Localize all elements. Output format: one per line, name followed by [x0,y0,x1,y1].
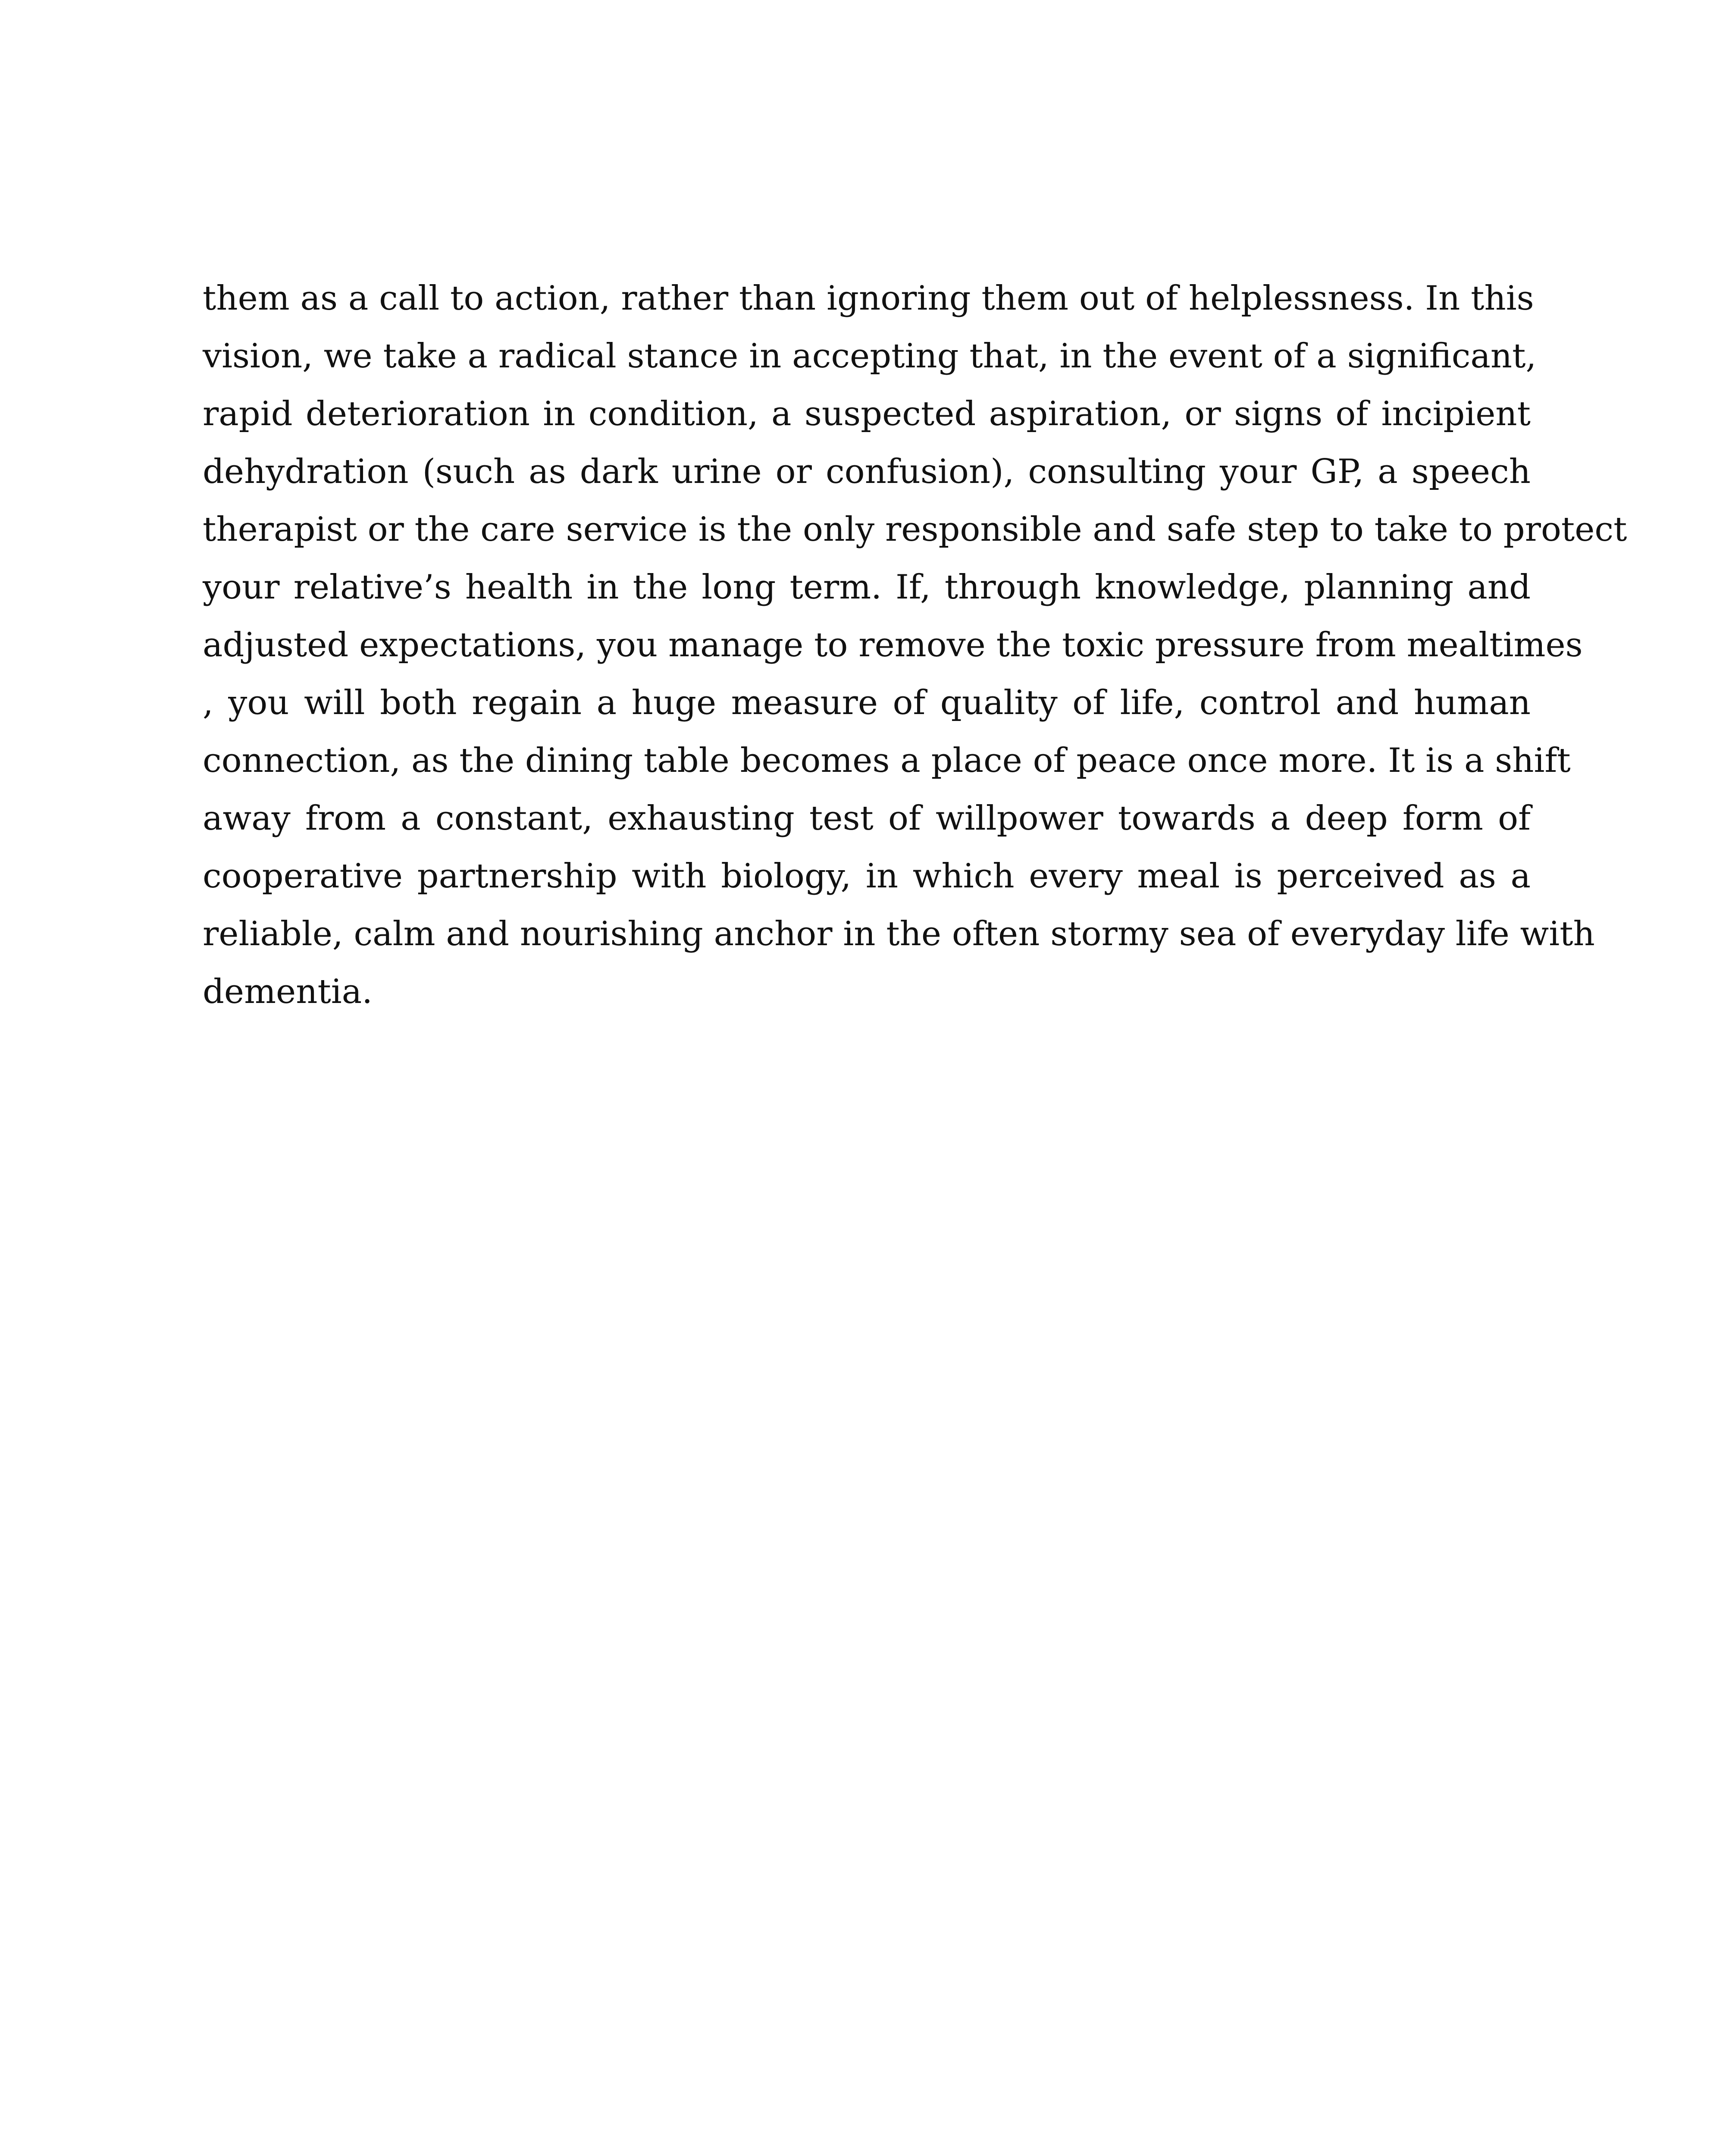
paragraph-line: therapist or the care service is the only responsible and safe step to take to protect [203,510,1627,549]
paragraph-line: rapid deterioration in condition, a suspected aspiration, or signs of incipient [203,395,1531,433]
paragraph-line: reliable, calm and nourishing anchor in the often stormy sea of everyday life with [203,915,1595,953]
paragraph-line: vision, we take a radical stance in accepting that, in the event of a significant, [203,337,1537,376]
paragraph-line: your relative’s health in the long term. If, through knowledge, planning and [203,568,1531,607]
paragraph-line: connection, as the dining table becomes a place of peace once more. It is a shift [203,741,1571,780]
paragraph-line: away from a constant, exhausting test of willpower towards a deep form of [203,799,1531,838]
paragraph-line: them as a call to action, rather than ignoring them out of helplessness. In this [203,279,1534,318]
paragraph-line: cooperative partnership with biology, in which every meal is perceived as a [203,857,1531,896]
paragraph-line: dehydration (such as dark urine or confusion), consulting your GP, a speech [203,452,1531,491]
paragraph-line: dementia. [203,972,373,1011]
paragraph-line: adjusted expectations, you manage to remove the toxic pressure from mealtimes [203,626,1583,664]
body-paragraph [203,270,1627,1021]
paragraph-line: , you will both regain a huge measure of quality of life, control and human [203,683,1531,722]
